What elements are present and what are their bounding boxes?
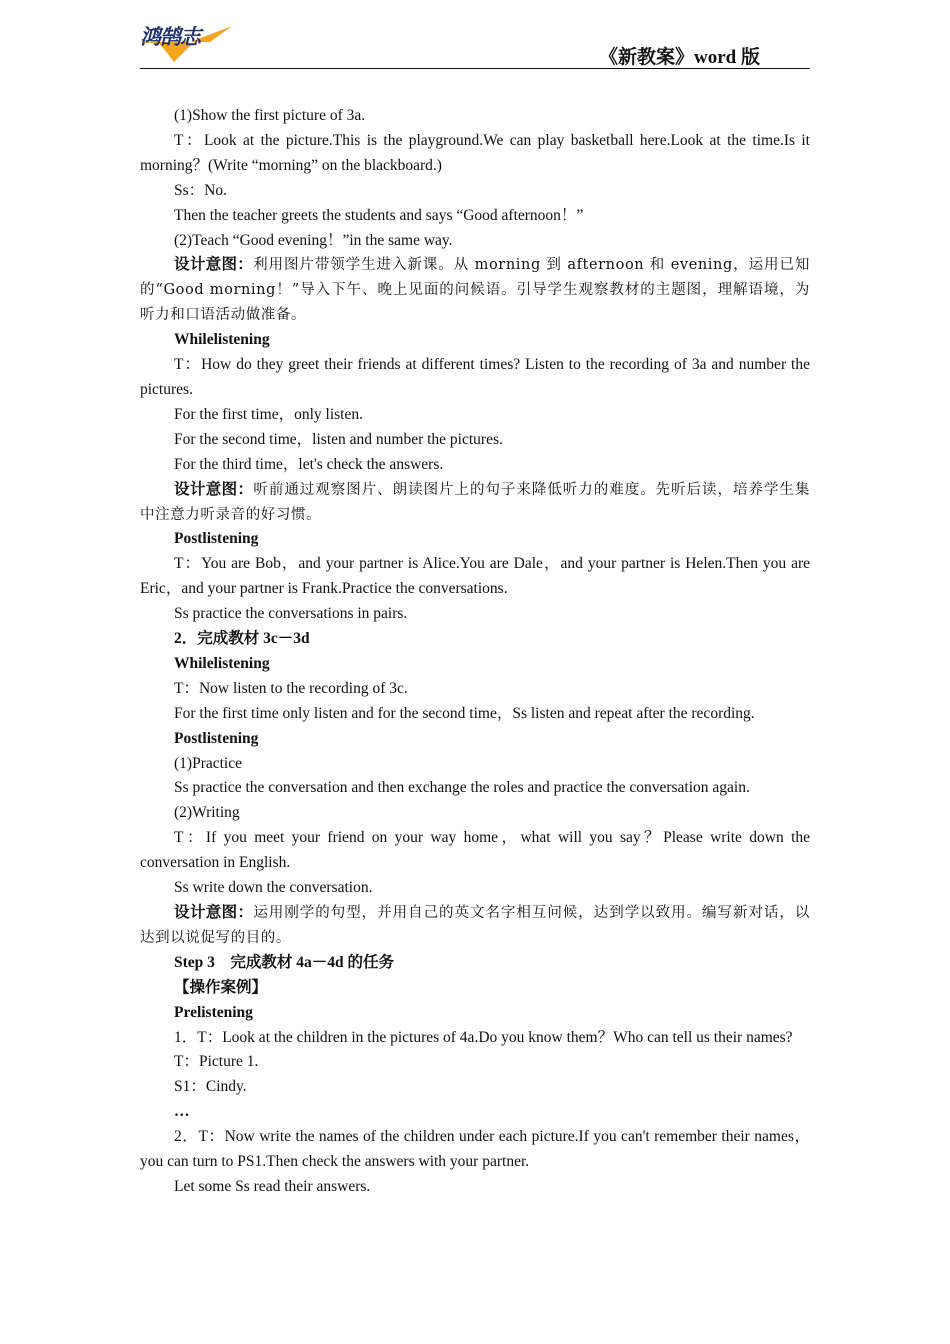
paragraph: (2)Writing bbox=[174, 804, 240, 822]
paragraph: T：How do they greet their friends at different times? Listen to the recording of 3a and number the pictures. bbox=[140, 356, 810, 398]
page-header bbox=[140, 18, 810, 70]
paragraph: T：If you meet your friend on your way home，what will you say？Please write down the conversation in English. bbox=[140, 829, 810, 872]
section-heading: 2．完成教材 3c－3d bbox=[174, 630, 310, 648]
header-rule bbox=[140, 68, 810, 69]
design-intent-label: 设计意图： bbox=[174, 480, 254, 498]
paragraph: For the first time，only listen. bbox=[174, 405, 363, 423]
paragraph: 1．T：Look at the children in the pictures of 4a.Do you know them？Who can tell us their names? bbox=[174, 1028, 793, 1046]
paragraph: For the first time only listen and for the second time，Ss listen and repeat after the recording. bbox=[174, 704, 755, 722]
design-intent-text: 运用刚学的句型，并用自己的英文名字相互问候，达到学以致用。编写新对话，以达到以说促写的目的。 bbox=[140, 905, 810, 946]
paragraph: Ss write down the conversation. bbox=[174, 879, 373, 897]
section-heading: Postlistening bbox=[174, 530, 259, 548]
paragraph: Let some Ss read their answers. bbox=[174, 1177, 371, 1195]
design-intent-label: 设计意图： bbox=[174, 256, 254, 274]
design-intent-paragraph bbox=[140, 253, 810, 328]
paragraph: T：Look at the picture.This is the playground.We can play basketball here.Look at the time.Is it morning？(Write “morning” on the blackboard.) bbox=[140, 131, 810, 174]
paragraph: T：Picture 1. bbox=[174, 1053, 259, 1071]
paragraph: Ss practice the conversation and then exchange the roles and practice the conversation again. bbox=[174, 779, 750, 797]
paragraph: Ss practice the conversations in pairs. bbox=[174, 605, 408, 623]
paragraph: Ss：No. bbox=[174, 181, 227, 199]
design-intent-text: 利用图片带领学生进入新课。从 morning 到 afternoon 和 evening，运用已知的“Good morning！”导入下午、晚上见面的问候语。引导学生观察教材的主题图，理解语境，为听力和口语活动做准备。 bbox=[140, 257, 810, 324]
section-heading: Whilelistening bbox=[174, 654, 270, 672]
paragraph: (1)Show the first picture of 3a. bbox=[174, 107, 366, 124]
logo bbox=[140, 18, 240, 64]
paragraph: (2)Teach “Good evening！”in the same way. bbox=[174, 231, 453, 249]
paragraph: Then the teacher greets the students and says “Good afternoon！” bbox=[174, 206, 584, 224]
document-body bbox=[140, 104, 810, 1200]
header-title: 《新教案》word 版 bbox=[599, 47, 760, 68]
section-heading: 【操作案例】 bbox=[174, 978, 268, 996]
paragraph: T：Now listen to the recording of 3c. bbox=[174, 679, 408, 697]
paragraph: T：You are Bob，and your partner is Alice.You are Dale，and your partner is Helen.Then you are Eric，and your partner is Frank.Practice the conversations. bbox=[140, 555, 810, 598]
paragraph: 2．T：Now write the names of the children under each picture.If you can't remember their names，you can turn to PS1.Then check the answers with your partner. bbox=[140, 1128, 810, 1171]
section-heading: Whilelistening bbox=[174, 331, 270, 349]
paragraph: For the third time，let's check the answers. bbox=[174, 455, 444, 473]
paragraph: (1)Practice bbox=[174, 754, 242, 772]
design-intent-paragraph bbox=[140, 478, 810, 528]
design-intent-paragraph bbox=[140, 901, 810, 951]
design-intent-label: 设计意图： bbox=[174, 904, 254, 921]
section-heading: … bbox=[174, 1103, 190, 1121]
design-intent-text: 听前通过观察图片、朗读图片上的句子来降低听力的难度。先听后读，培养学生集中注意力听录音的好习惯。 bbox=[140, 481, 810, 523]
logo-text: 鸿鹄志 bbox=[140, 25, 200, 49]
paragraph: S1：Cindy. bbox=[174, 1078, 247, 1096]
section-heading: Postlistening bbox=[174, 729, 259, 747]
paragraph: For the second time，listen and number the pictures. bbox=[174, 430, 503, 448]
section-heading: Prelistening bbox=[174, 1003, 253, 1021]
section-heading: Step 3 完成教材 4a－4d 的任务 bbox=[174, 953, 395, 971]
